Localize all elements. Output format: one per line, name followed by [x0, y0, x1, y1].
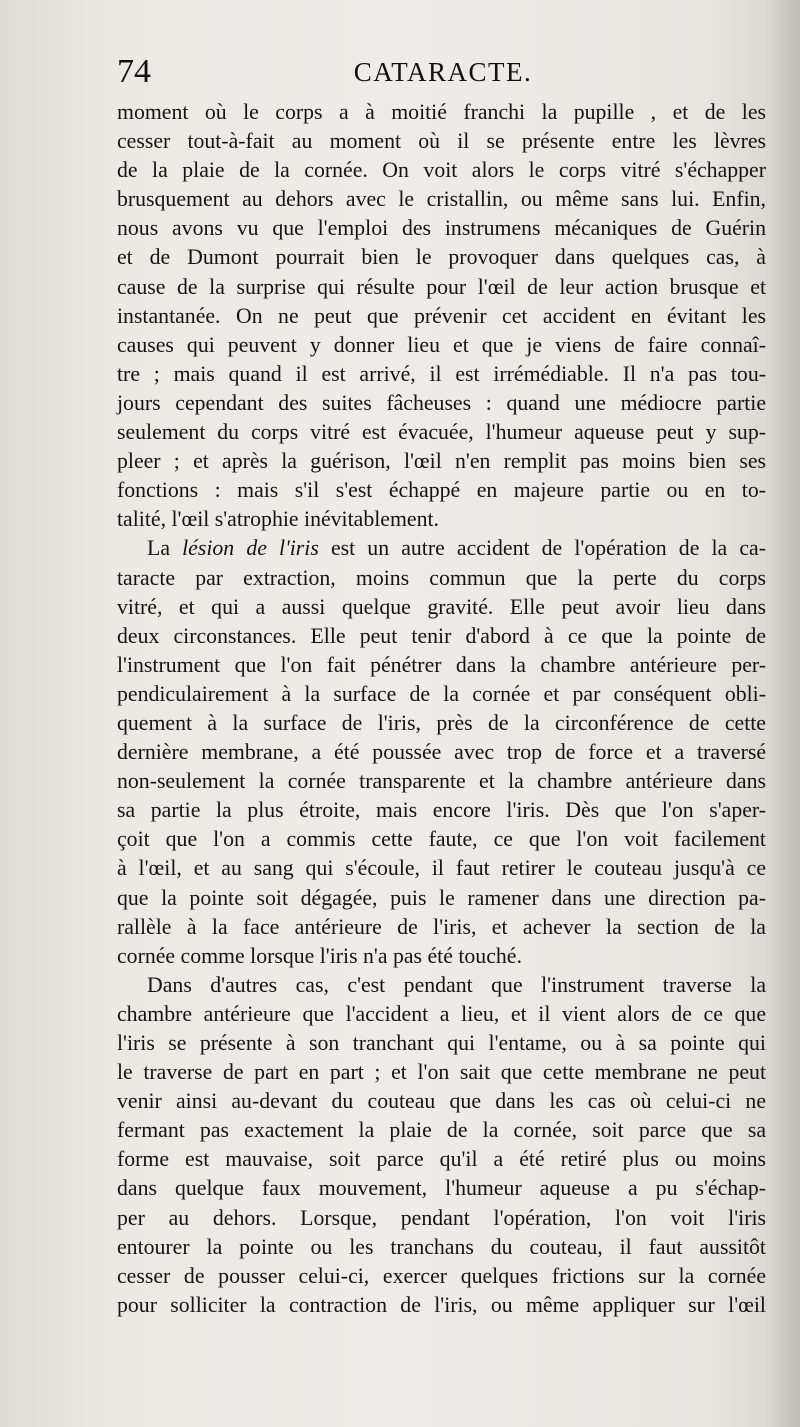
- paragraph: [117, 98, 766, 534]
- text-segment: est un autre accident de l'opération de la ca-: [318, 536, 766, 561]
- text-line: çoit que l'on a commis cette faute, ce que l'on voit facilement: [117, 827, 766, 852]
- text-line: dernière membrane, a été poussée avec trop de force et a traversé: [117, 740, 766, 765]
- text-line: vitré, et qui a aussi quelque gravité. Elle peut avoir lieu dans: [117, 594, 766, 619]
- text-line: Dans d'autres cas, c'est pendant que l'instrument traverse la: [147, 972, 766, 997]
- running-head: CATARACTE.: [353, 57, 533, 87]
- text-line: pendiculairement à la surface de la cornée et par conséquent obli-: [117, 681, 766, 706]
- text-line: pour solliciter la contraction de l'iris, ou même appliquer sur l'œil: [117, 1292, 766, 1317]
- page-number: 74: [117, 53, 151, 90]
- text-line: non-seulement la cornée transparente et la chambre antérieure dans: [117, 769, 766, 794]
- text-line: le traverse de part en part ; et l'on sait que cette membrane ne peut: [117, 1060, 766, 1085]
- text-line: fermant pas exactement la plaie de la cornée, soit parce que sa: [117, 1118, 766, 1143]
- text-line: cesser tout-à-fait au moment où il se présente entre les lèvres: [117, 129, 766, 154]
- text-line: que la pointe soit dégagée, puis le ramener dans une direction pa-: [117, 885, 766, 910]
- paragraph: [117, 971, 766, 1320]
- text-line: sa partie la plus étroite, mais encore l'iris. Dès que l'on s'aper-: [117, 798, 766, 823]
- text-line: dans quelque faux mouvement, l'humeur aqueuse a pu s'échap-: [117, 1176, 766, 1201]
- text-line: entourer la pointe ou les tranchans du couteau, il faut aussitôt: [117, 1234, 766, 1259]
- body-text: [117, 98, 766, 1320]
- text-line: cause de la surprise qui résulte pour l'œil de leur action brusque et: [117, 274, 766, 299]
- text-line: talité, l'œil s'atrophie inévitablement.: [117, 507, 440, 532]
- text-line: deux circonstances. Elle peut tenir d'abord à ce que la pointe de: [117, 623, 766, 648]
- text-line: causes qui peuvent y donner lieu et que je viens de faire connaî-: [117, 332, 766, 357]
- text-line: nous avons vu que l'emploi des instrumens mécaniques de Guérin: [117, 216, 766, 241]
- page-header: [117, 52, 769, 92]
- text-line: brusquement au dehors avec le cristallin, ou même sans lui. Enfin,: [117, 187, 766, 212]
- text-line: cesser de pousser celui-ci, exercer quelques frictions sur la cornée: [117, 1263, 766, 1288]
- text-line: fonctions : mais s'il s'est échappé en majeure partie ou en to-: [117, 478, 766, 503]
- text-line: jours cependant des suites fâcheuses : quand une médiocre partie: [117, 390, 766, 415]
- text-line: cornée comme lorsque l'iris n'a pas été touché.: [117, 943, 522, 968]
- text-line: rallèle à la face antérieure de l'iris, et achever la section de la: [117, 914, 766, 939]
- text-line: taracte par extraction, moins commun que la perte du corps: [117, 565, 766, 590]
- text-line: et de Dumont pourrait bien le provoquer dans quelques cas, à: [117, 245, 766, 270]
- text-line: tre ; mais quand il est arrivé, il est irrémédiable. Il n'a pas tou-: [117, 361, 766, 386]
- text-line: instantanée. On ne peut que prévenir cet accident en évitant les: [117, 303, 766, 328]
- paragraph: [117, 534, 766, 970]
- text-segment: La: [147, 536, 183, 561]
- text-line: l'iris se présente à son tranchant qui l'entame, ou à sa pointe qui: [117, 1031, 766, 1055]
- text-line: [117, 534, 766, 563]
- text-line: pleer ; et après la guérison, l'œil n'en remplit pas moins bien ses: [117, 449, 766, 474]
- text-line: moment où le corps a à moitié franchi la pupille , et de les: [117, 100, 766, 124]
- text-line: de la plaie de la cornée. On voit alors le corps vitré s'échapper: [117, 158, 766, 183]
- text-line: forme est mauvaise, soit parce qu'il a été retiré plus ou moins: [117, 1147, 766, 1172]
- text-line: l'instrument que l'on fait pénétrer dans la chambre antérieure per-: [117, 652, 766, 677]
- text-line: per au dehors. Lorsque, pendant l'opération, l'on voit l'iris: [117, 1205, 766, 1230]
- text-line: quement à la surface de l'iris, près de la circonférence de cette: [117, 710, 766, 735]
- text-line: chambre antérieure que l'accident a lieu, et il vient alors de ce que: [117, 1001, 766, 1026]
- text-line: venir ainsi au-devant du couteau que dans les cas où celui-ci ne: [117, 1089, 766, 1114]
- text-line: seulement du corps vitré est évacuée, l'humeur aqueuse peut y sup-: [117, 420, 766, 445]
- text-line: à l'œil, et au sang qui s'écoule, il faut retirer le couteau jusqu'à ce: [117, 856, 766, 881]
- italic-term: lésion de l'iris: [182, 536, 319, 561]
